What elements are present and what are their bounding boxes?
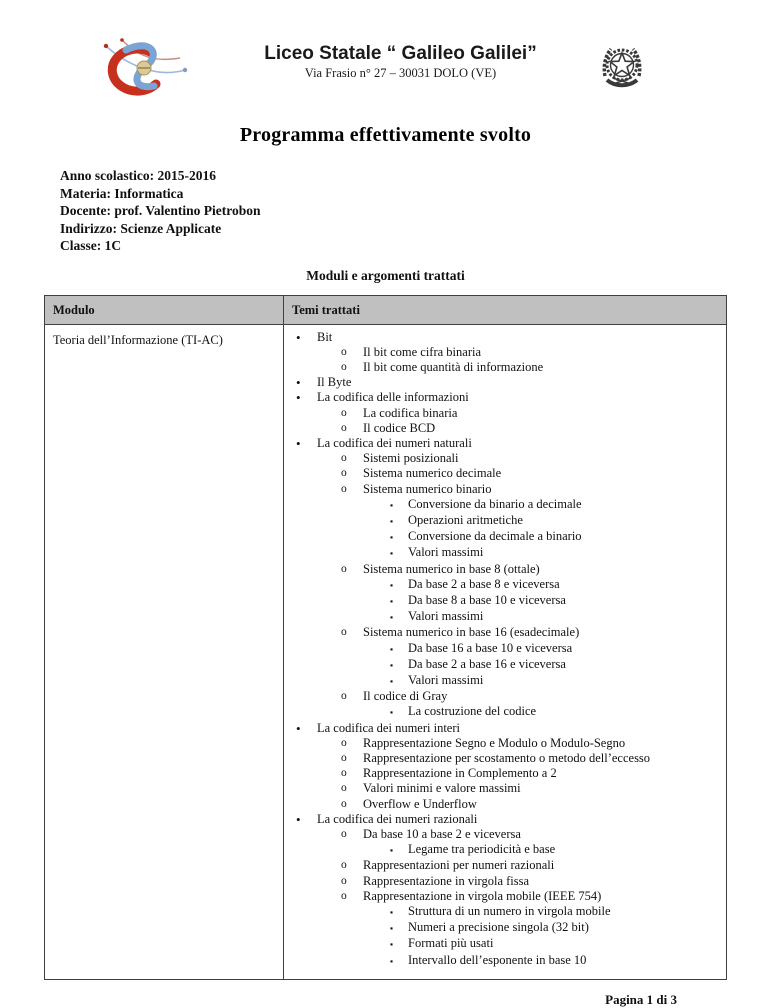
- list-item: [284, 436, 722, 451]
- list-item: [284, 689, 722, 704]
- list-item: [284, 451, 722, 466]
- bullet-icon: •: [296, 811, 301, 827]
- course-info-block: [60, 167, 727, 255]
- list-item: [284, 936, 722, 952]
- list-item: [284, 562, 722, 577]
- bullet-icon: •: [296, 720, 301, 736]
- bullet-icon: o: [341, 690, 347, 703]
- list-item-text: La costruzione del codice: [408, 704, 537, 719]
- list-item-text: Il codice BCD: [363, 420, 436, 435]
- list-item-text: Il codice di Gray: [363, 689, 448, 704]
- bullet-icon: ▪: [390, 923, 394, 934]
- list-item: [284, 577, 722, 593]
- list-item: [284, 593, 722, 609]
- list-item-text: Da base 8 a base 10 e viceversa: [408, 592, 566, 607]
- list-item: [284, 904, 722, 920]
- list-item-text: Formati più usati: [408, 936, 494, 951]
- list-item-text: Rappresentazione in Complemento a 2: [363, 766, 557, 781]
- page-header: [44, 36, 727, 108]
- italian-republic-emblem-icon: [597, 40, 647, 98]
- list-item: [284, 704, 722, 720]
- school-address: Via Frasio n° 27 – 30031 DOLO (VE): [304, 66, 497, 80]
- info-anno-scolastico: Anno scolastico: 2015-2016: [60, 168, 216, 183]
- list-item-text: Da base 2 a base 8 e viceversa: [408, 576, 560, 591]
- list-item: [284, 482, 722, 497]
- bullet-icon: o: [341, 859, 347, 872]
- document-title: Programma effettivamente svolto: [239, 124, 532, 146]
- bullet-icon: ▪: [390, 579, 394, 590]
- list-item-text: Rappresentazione per scostamento o metodo dell’eccesso: [363, 750, 651, 765]
- list-item-text: Sistema numerico in base 8 (ottale): [363, 561, 540, 576]
- table-header-row: [45, 295, 727, 324]
- bullet-icon: ▪: [390, 595, 394, 606]
- list-item-text: La codifica dei numeri naturali: [317, 435, 472, 450]
- bullet-icon: o: [341, 767, 347, 780]
- bullet-icon: •: [296, 375, 301, 391]
- bullet-icon: ▪: [390, 907, 394, 918]
- list-item-text: Da base 2 a base 16 e viceversa: [408, 656, 566, 671]
- list-item-text: Rappresentazione in virgola mobile (IEEE 754): [363, 888, 602, 903]
- list-item-text: Legame tra periodicità e base: [408, 842, 556, 857]
- list-item-text: Valori massimi: [408, 672, 484, 687]
- list-item: [284, 736, 722, 751]
- bullet-icon: ▪: [390, 643, 394, 654]
- list-item-text: Valori minimi e valore massimi: [363, 781, 521, 796]
- modules-table: [44, 295, 727, 980]
- info-indirizzo: Indirizzo: Scienze Applicate: [60, 220, 222, 236]
- list-item: [284, 812, 722, 827]
- list-item: [284, 766, 722, 781]
- bullet-icon: ▪: [390, 659, 394, 670]
- list-item: [284, 827, 722, 842]
- list-item-text: Sistema numerico in base 16 (esadecimale): [363, 625, 580, 640]
- list-item-text: Sistema numerico decimale: [363, 466, 502, 481]
- page-number: Pagina 1 di 3: [605, 991, 677, 1007]
- list-item: [284, 751, 722, 766]
- list-item: [284, 345, 722, 360]
- school-logo: [44, 36, 204, 107]
- list-item: [284, 781, 722, 796]
- bullet-icon: o: [341, 406, 347, 419]
- list-item-text: Intervallo dell’esponente in base 10: [408, 952, 587, 967]
- list-item: [284, 889, 722, 904]
- list-item: [284, 673, 722, 689]
- column-header-modulo: Modulo: [45, 295, 284, 324]
- bullet-icon: o: [341, 782, 347, 795]
- bullet-icon: ▪: [390, 939, 394, 950]
- list-item: [284, 842, 722, 858]
- list-item-text: Da base 16 a base 10 e viceversa: [408, 640, 573, 655]
- bullet-icon: •: [296, 390, 301, 406]
- list-item-text: Numeri a precisione singola (32 bit): [408, 920, 589, 935]
- bullet-icon: ▪: [390, 499, 394, 510]
- school-header-text: [204, 36, 597, 81]
- bullet-icon: o: [341, 828, 347, 840]
- modulo-cell: Teoria dell’Informazione (TI-AC): [45, 324, 284, 979]
- column-header-temi: Temi trattati: [284, 295, 727, 324]
- list-item-text: Rappresentazione Segno e Modulo o Modulo-Segno: [363, 735, 626, 750]
- list-item-text: Sistemi posizionali: [363, 451, 459, 466]
- bullet-icon: o: [341, 421, 347, 434]
- list-item: [284, 641, 722, 657]
- bullet-icon: o: [341, 736, 347, 749]
- bullet-icon: o: [341, 797, 347, 810]
- bullet-icon: •: [296, 329, 301, 345]
- list-item-text: Da base 10 a base 2 e viceversa: [363, 827, 521, 841]
- table-row: [45, 324, 727, 979]
- list-item: [284, 920, 722, 936]
- list-item-text: Overflow e Underflow: [363, 796, 477, 811]
- list-item: [284, 625, 722, 640]
- list-item-text: Valori massimi: [408, 609, 484, 624]
- list-item: [284, 406, 722, 421]
- bullet-icon: ▪: [390, 675, 394, 686]
- list-item: [284, 609, 722, 625]
- list-item-text: Operazioni aritmetiche: [408, 512, 523, 527]
- list-item-text: La codifica dei numeri interi: [317, 720, 460, 735]
- bullet-icon: o: [341, 562, 347, 575]
- list-item-text: Rappresentazione in virgola fissa: [363, 873, 530, 888]
- list-item: [284, 360, 722, 375]
- info-materia: Materia: Informatica: [60, 185, 184, 201]
- list-item-text: Il bit come cifra binaria: [363, 344, 481, 359]
- list-item: [284, 421, 722, 436]
- list-item: [284, 657, 722, 673]
- bullet-icon: o: [341, 452, 347, 465]
- list-item-text: Bit: [317, 329, 333, 344]
- bullet-icon: ▪: [390, 548, 394, 559]
- list-item: [284, 953, 722, 969]
- list-item-text: Valori massimi: [408, 545, 484, 560]
- list-item: [284, 466, 722, 481]
- list-item-text: Il Byte: [317, 375, 352, 390]
- bullet-icon: ▪: [390, 707, 394, 718]
- list-item-text: La codifica dei numeri razionali: [317, 811, 478, 826]
- bullet-icon: ▪: [390, 515, 394, 526]
- list-item: [284, 797, 722, 812]
- list-item-text: Struttura di un numero in virgola mobile: [408, 904, 611, 919]
- bullet-icon: o: [341, 626, 347, 639]
- list-item-text: Conversione da binario a decimale: [408, 496, 582, 511]
- list-item: [284, 330, 722, 345]
- list-item: [284, 529, 722, 545]
- list-item: [284, 375, 722, 390]
- list-item: [284, 858, 722, 873]
- bullet-icon: o: [341, 467, 347, 480]
- school-name: Liceo Statale “ Galileo Galilei”: [264, 43, 537, 64]
- list-item: [284, 513, 722, 529]
- bullet-icon: ▪: [390, 532, 394, 543]
- italy-emblem: [597, 36, 727, 103]
- list-item-text: La codifica binaria: [363, 405, 458, 420]
- bullet-icon: ▪: [390, 845, 394, 856]
- bullet-icon: •: [296, 435, 301, 451]
- list-item-text: Rappresentazioni per numeri razionali: [363, 858, 555, 873]
- bullet-icon: o: [341, 874, 347, 887]
- list-item: [284, 545, 722, 561]
- list-item-text: Sistema numerico binario: [363, 481, 492, 496]
- list-item-text: La codifica delle informazioni: [317, 390, 469, 405]
- list-item: [284, 390, 722, 405]
- bullet-icon: ▪: [390, 955, 394, 966]
- list-item: [284, 874, 722, 889]
- bullet-icon: o: [341, 360, 347, 373]
- bullet-icon: o: [341, 345, 347, 358]
- section-heading: Moduli e argomenti trattati: [306, 267, 465, 283]
- bullet-icon: o: [341, 889, 347, 902]
- temi-list: [284, 330, 722, 969]
- bullet-icon: ▪: [390, 612, 394, 623]
- school-swoosh-logo-icon: [92, 36, 192, 102]
- list-item: [284, 497, 722, 513]
- list-item: [284, 721, 722, 736]
- bullet-icon: o: [341, 482, 347, 495]
- info-docente: Docente: prof. Valentino Pietrobon: [60, 203, 261, 218]
- list-item-text: Il bit come quantità di informazione: [363, 359, 544, 374]
- bullet-icon: o: [341, 751, 347, 764]
- list-item-text: Conversione da decimale a binario: [408, 529, 582, 544]
- info-classe: Classe: 1C: [60, 238, 122, 253]
